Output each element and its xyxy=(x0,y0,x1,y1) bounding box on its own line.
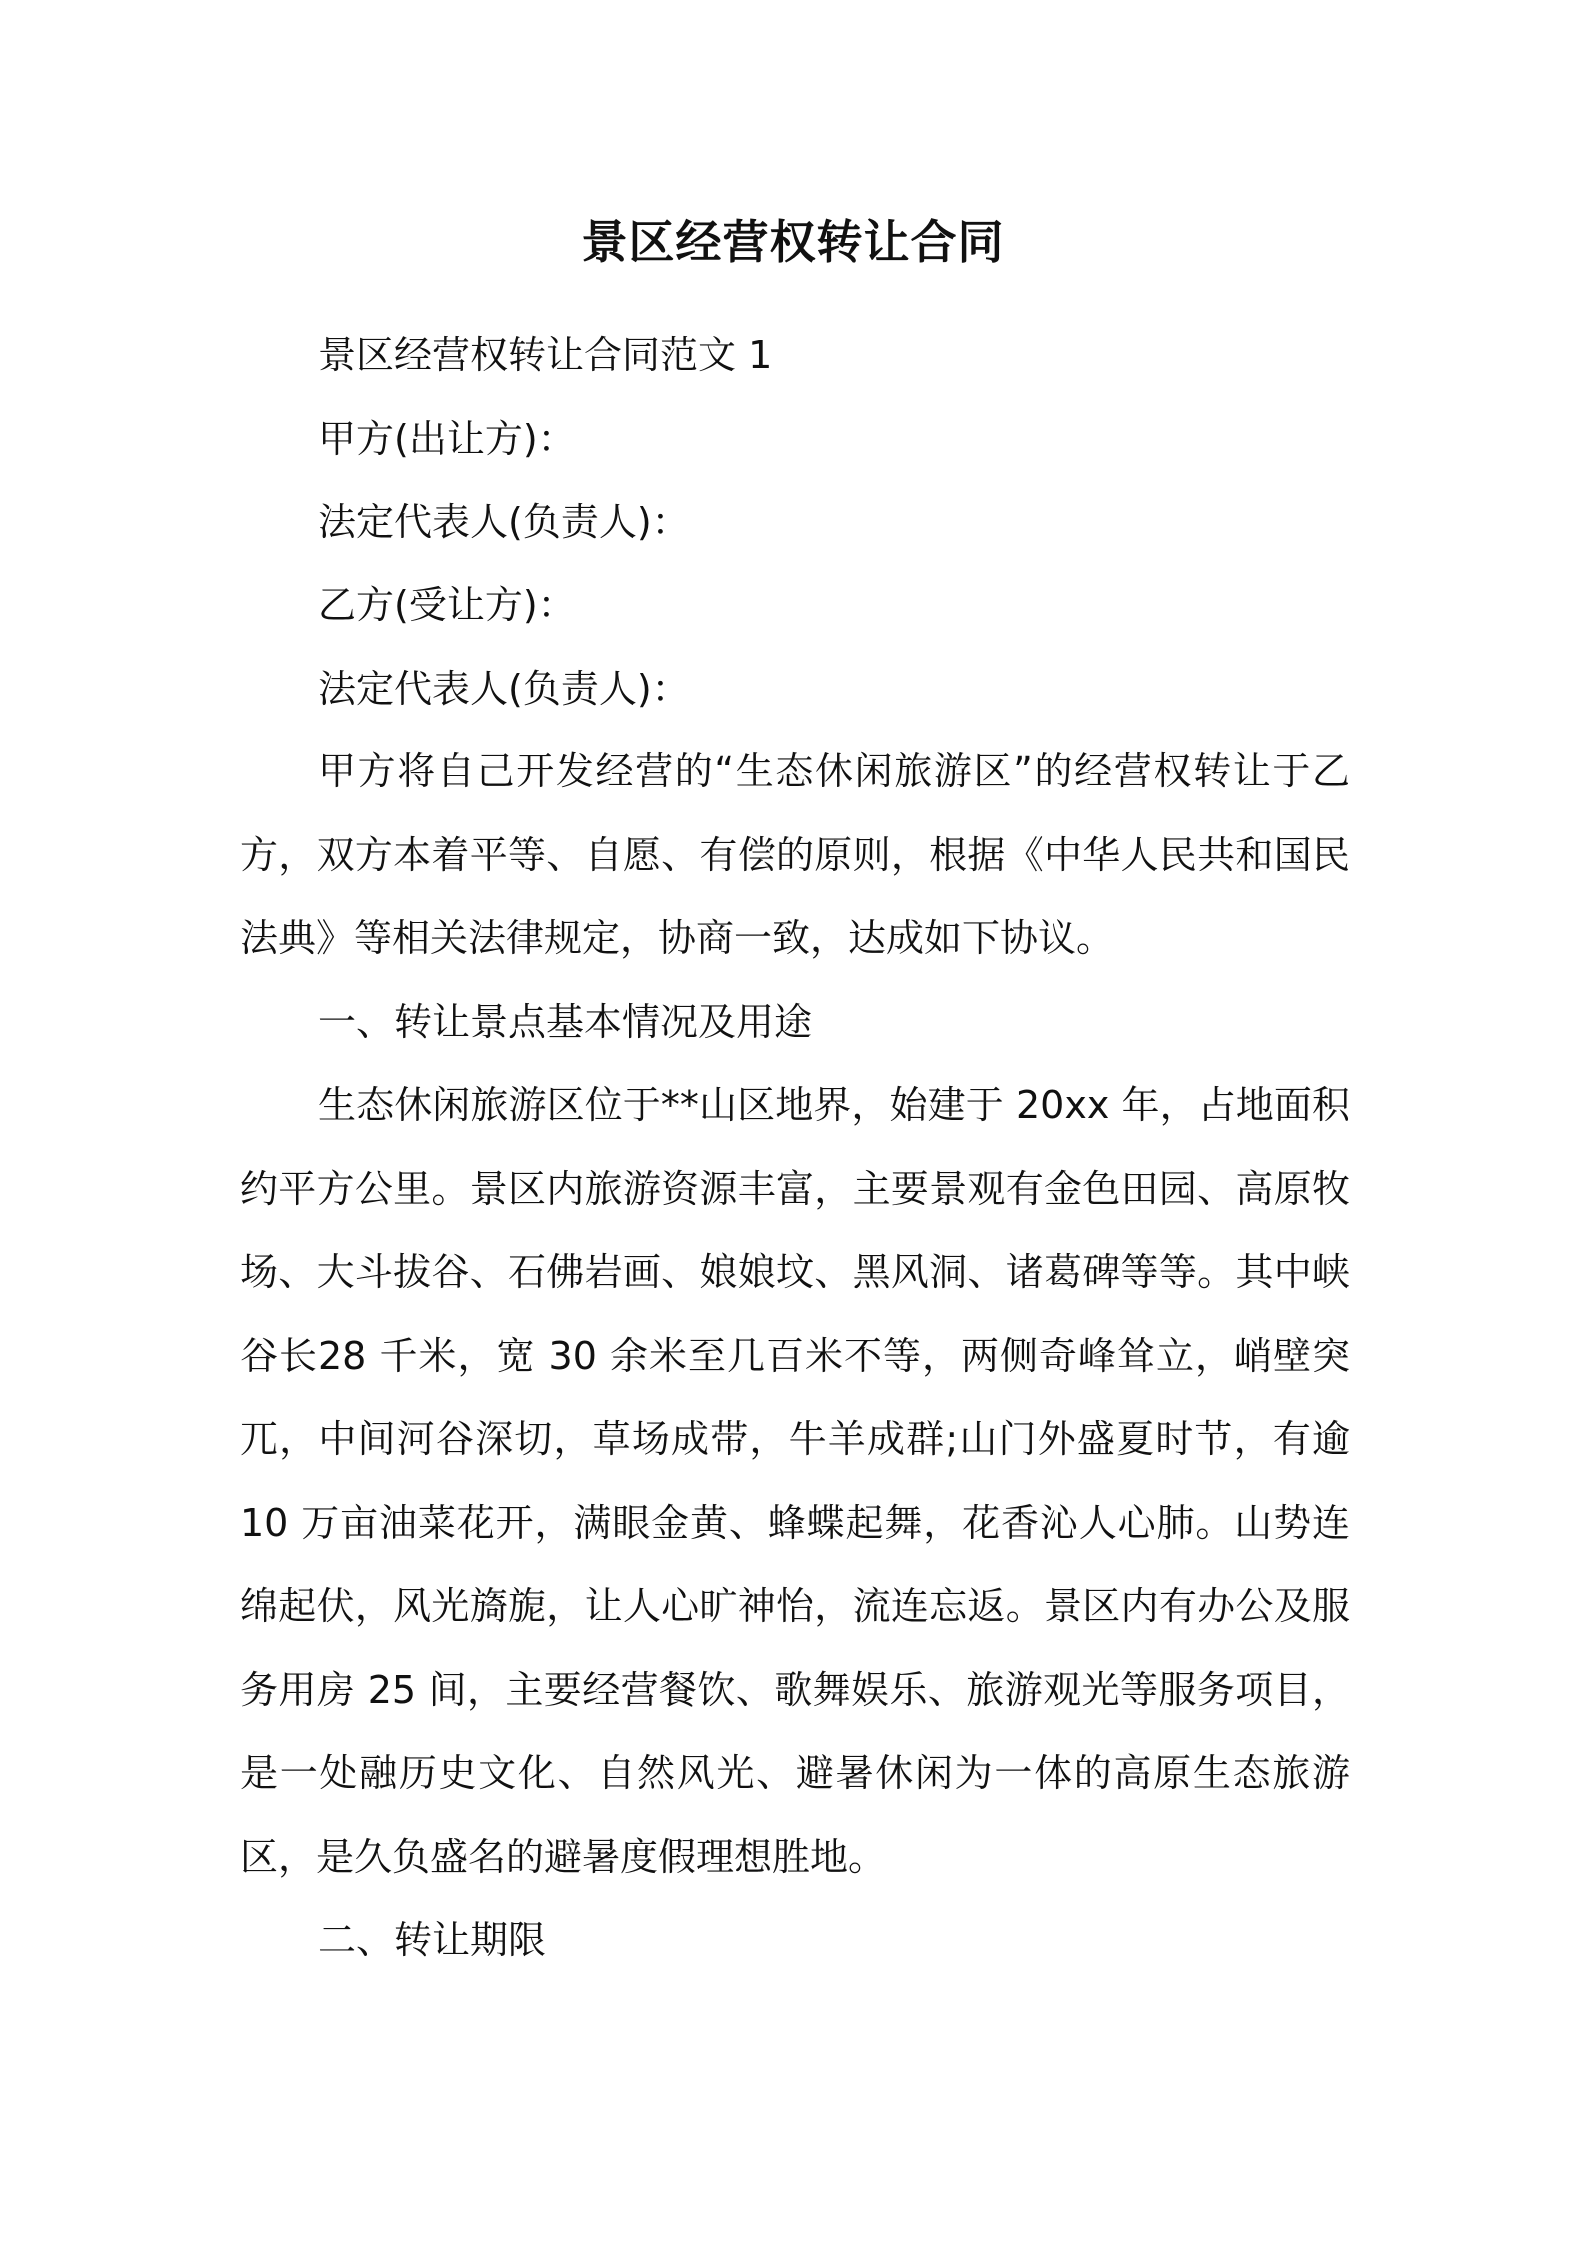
intro-paragraph: 甲方将自己开发经营的“生态休闲旅游区”的经营权转让于乙方，双方本着平等、自愿、有偿的原则，根据《中华人民共和国民法典》等相关法律规定，协商一致，达成如下协议。 xyxy=(240,749,1350,960)
section-1-body: 生态休闲旅游区位于**山区地界，始建于 20xx 年，占地面积约平方公里。景区内旅游资源丰富，主要景观有金色田园、高原牧场、大斗拔谷、石佛岩画、娘娘坟、黑风洞、诸葛碑等等。其中峡谷长28 千米，宽 30 余米至几百米不等，两侧奇峰耸立，峭壁突兀，中间河谷深切，草场成带，牛羊成群;山门外盛夏时节，有逾 10 万亩油菜花开，满眼金黄、蜂蝶起舞，花香沁人心肺。山势连绵起伏，风光旖旎，让人心旷神怡，流连忘返。景区内有办公及服务用房 25 间，主要经营餐饮、歌舞娱乐、旅游观光等服务项目，是一处融历史文化、自然风光、避暑休闲为一体的高原生态旅游区，是久负盛名的避暑度假理想胜地。 xyxy=(240,1083,1350,1879)
party-a-line: 甲方(出让方)： xyxy=(318,417,576,461)
document-subtitle: 景区经营权转让合同范文 1 xyxy=(318,333,773,377)
party-b-line: 乙方(受让方)： xyxy=(318,583,576,627)
section-2-heading: 二、转让期限 xyxy=(318,1918,547,1962)
document-title: 景区经营权转让合同 xyxy=(581,215,1005,269)
party-b-representative-line: 法定代表人(负责人)： xyxy=(318,667,690,711)
section-1-heading: 一、转让景点基本情况及用途 xyxy=(318,1000,813,1044)
party-a-representative-line: 法定代表人(负责人)： xyxy=(318,500,690,544)
